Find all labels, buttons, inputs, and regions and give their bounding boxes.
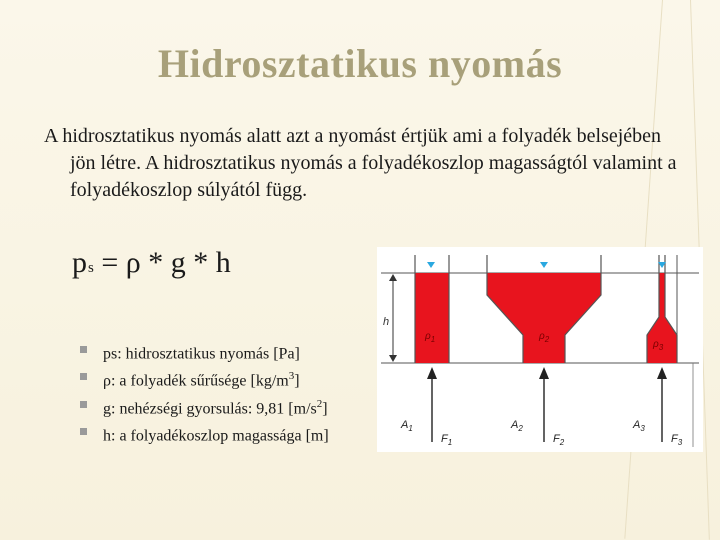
list-item — [80, 365, 329, 392]
arrow-up-icon — [389, 274, 397, 281]
square-bullet-icon — [80, 373, 87, 380]
area-3-label: $A_3$ — [633, 419, 645, 433]
rho-1-label: $\rho_1$ — [425, 331, 436, 344]
vessel-2-liquid — [487, 273, 601, 363]
list-item — [80, 338, 329, 365]
force-arrow-3 — [657, 367, 667, 442]
vessel-1-liquid — [415, 273, 449, 363]
formula-p: p — [72, 246, 87, 279]
list-item — [80, 420, 329, 447]
definitions-list — [80, 338, 329, 447]
arrow-up-icon — [539, 367, 549, 379]
bullet-tail: ] — [294, 372, 300, 390]
rho-3-label: $\rho_3$ — [653, 339, 664, 352]
diagram-svg — [377, 247, 703, 452]
bullet-sup: 3 — [288, 370, 295, 383]
area-1-label: $A_1$ — [401, 419, 413, 433]
formula-rhs: = ρ * g * h — [93, 246, 231, 279]
force-arrow-2 — [539, 367, 549, 442]
force-3-label: $F_3$ — [671, 433, 683, 447]
area-2-label: $A_2$ — [511, 419, 523, 433]
water-surface-icon — [540, 262, 548, 268]
formula-p-subscript: s — [88, 260, 94, 276]
square-bullet-icon — [80, 346, 87, 353]
list-item — [80, 393, 329, 420]
force-1-label: $F_1$ — [441, 433, 453, 447]
rho-2-label: $\rho_2$ — [539, 331, 550, 344]
bullet-text: ps: hidrosztatikus nyomás [Pa] — [103, 345, 300, 363]
water-surface-icon — [427, 262, 435, 268]
square-bullet-icon — [80, 401, 87, 408]
force-2-label: $F_2$ — [553, 433, 565, 447]
bullet-sup: 2 — [316, 397, 323, 410]
intro-paragraph: A hidrosztatikus nyomás alatt azt a nyomást értjük ami a folyadék belsejében jön létre. A hidrosztatikus nyomás a folyadékoszlop magasságtól valamint a folyadékoszlop súlyától függ. — [44, 125, 677, 201]
force-arrow-1 — [427, 367, 437, 442]
slide-title: Hidrosztatikus nyomás — [157, 41, 563, 86]
height-label: h — [383, 316, 390, 328]
arrow-up-icon — [427, 367, 437, 379]
bullet-text: h: a folyadékoszlop magassága [m] — [103, 427, 329, 445]
bullet-text: g: nehézségi gyorsulás: 9,81 [m/s — [103, 399, 317, 417]
bullet-tail: ] — [322, 399, 328, 417]
arrow-down-icon — [389, 355, 397, 362]
bullet-text: ρ: a folyadék sűrűsége [kg/m — [103, 372, 289, 390]
hydrostatic-paradox-diagram — [377, 247, 703, 452]
square-bullet-icon — [80, 428, 87, 435]
formula — [72, 246, 231, 280]
arrow-up-icon — [657, 367, 667, 379]
